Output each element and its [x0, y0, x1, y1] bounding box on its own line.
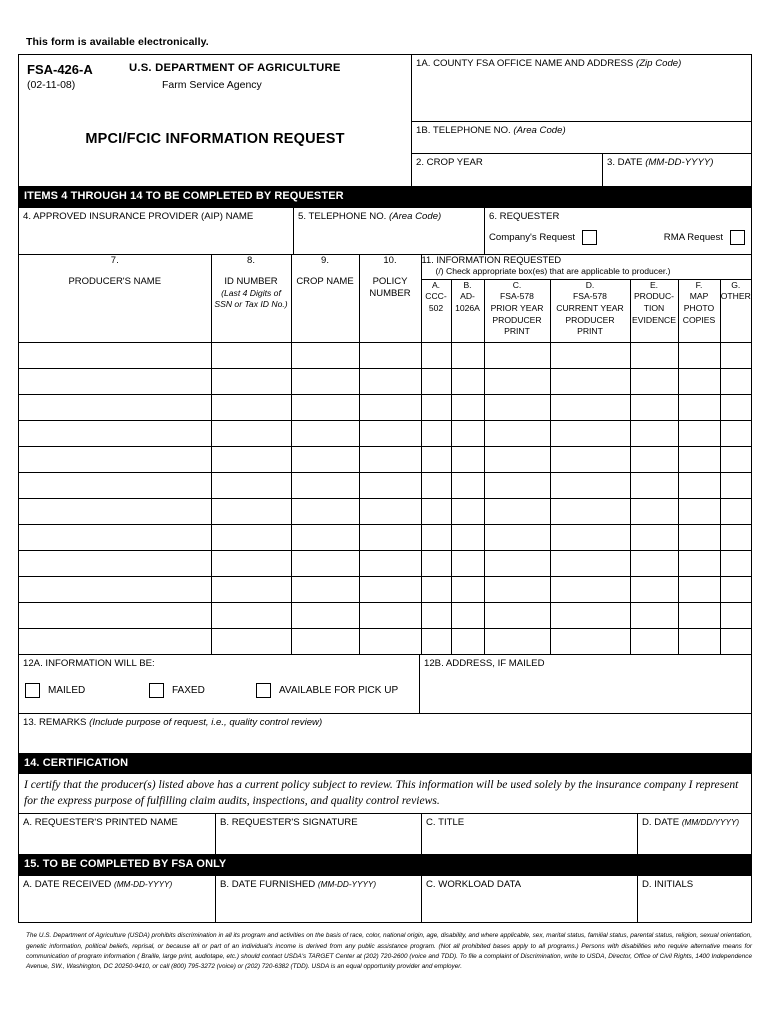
band-item-15: 15. TO BE COMPLETED BY FSA ONLY — [19, 854, 751, 875]
table-cell[interactable] — [630, 524, 678, 550]
agency-name: Farm Service Agency — [162, 79, 262, 91]
table-cell[interactable] — [550, 602, 630, 628]
hint-5: (Area Code) — [389, 210, 442, 222]
table-cell[interactable] — [211, 576, 291, 602]
table-cell[interactable] — [421, 550, 451, 576]
table-cell[interactable] — [484, 472, 550, 498]
option-rma-request[interactable] — [664, 230, 745, 245]
label-3: 3. DATE — [607, 157, 643, 168]
table-cell[interactable] — [678, 472, 720, 498]
label-faxed: FAXED — [172, 684, 205, 696]
sub-col-f-line-2: PHOTO — [683, 302, 715, 313]
table-cell[interactable] — [19, 576, 211, 602]
table-cell[interactable] — [484, 602, 550, 628]
sub-col-d-line-2: CURRENT YEAR — [556, 302, 624, 313]
form-body — [18, 54, 752, 923]
table-cell[interactable] — [550, 576, 630, 602]
sub-col-f-line-3: COPIES — [682, 314, 716, 325]
table-row[interactable] — [19, 446, 751, 472]
table-row[interactable] — [19, 628, 751, 654]
sub-col-c-letter: C. — [512, 279, 522, 290]
table-row[interactable] — [19, 342, 751, 368]
table-cell[interactable] — [291, 368, 359, 394]
field-15b-date-furnished[interactable] — [215, 876, 421, 922]
table-cell[interactable] — [550, 394, 630, 420]
table-cell[interactable] — [451, 628, 484, 654]
producers-table-body — [19, 342, 751, 654]
form-title: MPCI/FCIC INFORMATION REQUEST — [85, 131, 345, 147]
field-6-requester — [484, 208, 751, 254]
table-cell[interactable] — [678, 446, 720, 472]
table-cell[interactable] — [211, 472, 291, 498]
table-cell[interactable] — [451, 446, 484, 472]
table-cell[interactable] — [550, 472, 630, 498]
col9-number: 9. — [321, 254, 329, 266]
electronic-availability-note: This form is available electronically. — [26, 36, 209, 48]
hint-1a: (Zip Code) — [636, 58, 682, 69]
sub-col-d-letter: D. — [585, 279, 595, 290]
table-cell[interactable] — [359, 394, 421, 420]
table-cell[interactable] — [678, 420, 720, 446]
field-15d-initials[interactable] — [637, 876, 751, 922]
col-header-crop-name — [291, 254, 359, 342]
table-cell[interactable] — [630, 628, 678, 654]
sub-col-b-letter: B. — [463, 279, 472, 290]
table-cell[interactable] — [291, 394, 359, 420]
hint-15a: (MM-DD-YYYY) — [114, 880, 173, 890]
table-cell[interactable] — [421, 524, 451, 550]
table-cell[interactable] — [550, 524, 630, 550]
field-3-date[interactable] — [602, 154, 751, 186]
table-cell[interactable] — [211, 602, 291, 628]
table-row[interactable] — [19, 472, 751, 498]
label-12b: 12B. ADDRESS, IF MAILED — [424, 657, 545, 669]
field-1a-county-office[interactable] — [412, 55, 751, 122]
item11-instruction: (/) Check appropriate box(es) that are applicable to producer.) — [435, 266, 671, 277]
table-cell[interactable] — [678, 524, 720, 550]
table-cell[interactable] — [678, 602, 720, 628]
table-cell[interactable] — [291, 576, 359, 602]
table-cell[interactable] — [211, 342, 291, 368]
label-15a: A. DATE RECEIVED — [23, 879, 112, 891]
col-header-a-ccc-502 — [421, 279, 451, 342]
sub-col-b-line-2: 1026A — [455, 302, 480, 313]
table-cell[interactable] — [19, 524, 211, 550]
table-cell[interactable] — [484, 550, 550, 576]
option-mailed[interactable] — [25, 683, 149, 698]
sub-col-e-letter: E. — [649, 279, 659, 290]
table-cell[interactable] — [720, 472, 751, 498]
table-cell[interactable] — [550, 550, 630, 576]
sub-col-b-line-1: AD- — [460, 291, 475, 302]
table-cell[interactable] — [630, 368, 678, 394]
table-cell[interactable] — [720, 524, 751, 550]
table-cell[interactable] — [211, 394, 291, 420]
table-cell[interactable] — [211, 446, 291, 472]
col-header-c-fsa578-prior — [484, 279, 550, 342]
table-cell[interactable] — [720, 342, 751, 368]
table-cell[interactable] — [211, 498, 291, 524]
table-cell[interactable] — [421, 342, 451, 368]
table-row[interactable] — [19, 602, 751, 628]
table-row[interactable] — [19, 498, 751, 524]
table-header-row-1 — [19, 254, 751, 279]
table-cell[interactable] — [359, 420, 421, 446]
table-cell[interactable] — [630, 576, 678, 602]
table-cell[interactable] — [421, 368, 451, 394]
table-cell[interactable] — [451, 498, 484, 524]
label-15c: C. WORKLOAD DATA — [426, 879, 522, 891]
row-items-4-5-6 — [19, 207, 751, 254]
col7-number: 7. — [110, 254, 119, 266]
table-cell[interactable] — [359, 446, 421, 472]
table-cell[interactable] — [484, 368, 550, 394]
table-cell[interactable] — [451, 368, 484, 394]
col7-label: PRODUCER'S NAME — [68, 276, 162, 288]
table-cell[interactable] — [678, 342, 720, 368]
table-cell[interactable] — [678, 550, 720, 576]
col9-label: CROP NAME — [296, 276, 354, 288]
table-cell[interactable] — [630, 420, 678, 446]
table-row[interactable] — [19, 576, 751, 602]
sub-col-d-line-1: FSA-578 — [573, 291, 607, 302]
label-rma-request: RMA Request — [663, 231, 723, 243]
table-cell[interactable] — [484, 394, 550, 420]
table-cell[interactable] — [630, 342, 678, 368]
table-cell[interactable] — [19, 446, 211, 472]
table-cell[interactable] — [211, 524, 291, 550]
field-12a-information-will-be — [19, 655, 419, 713]
table-cell[interactable] — [359, 602, 421, 628]
table-cell[interactable] — [720, 446, 751, 472]
sub-col-f-line-1: MAP — [689, 291, 709, 302]
table-cell[interactable] — [678, 576, 720, 602]
sub-col-d-line-3: PRODUCER — [565, 314, 615, 325]
table-row[interactable] — [19, 420, 751, 446]
table-cell[interactable] — [484, 524, 550, 550]
field-1b-telephone[interactable] — [412, 122, 751, 154]
hint-14d: (MM/DD/YYYY) — [681, 818, 740, 828]
table-cell[interactable] — [720, 602, 751, 628]
table-row[interactable] — [19, 394, 751, 420]
table-cell[interactable] — [484, 420, 550, 446]
table-cell[interactable] — [291, 628, 359, 654]
table-row[interactable] — [19, 524, 751, 550]
producers-table — [19, 254, 751, 655]
col8-label: ID NUMBER — [224, 276, 278, 288]
form-revision-date: (02-11-08) — [27, 79, 76, 91]
col10-number: 10. — [383, 254, 397, 266]
table-cell[interactable] — [451, 472, 484, 498]
label-15b: B. DATE FURNISHED — [220, 879, 316, 891]
table-cell[interactable] — [678, 368, 720, 394]
col-header-d-fsa578-current — [550, 279, 630, 342]
col-header-f-map-photo-copies — [678, 279, 720, 342]
col10-label-1: POLICY — [372, 276, 408, 288]
sub-col-e-line-1: PRODUC- — [633, 291, 675, 302]
field-14c-title[interactable] — [421, 814, 637, 854]
table-cell[interactable] — [421, 472, 451, 498]
field-14a-printed-name[interactable] — [19, 814, 215, 854]
field-15a-date-received[interactable] — [19, 876, 215, 922]
field-12b-address-if-mailed[interactable] — [419, 655, 751, 713]
checkbox-companys-request[interactable] — [582, 230, 597, 245]
field-13-remarks[interactable] — [19, 713, 751, 753]
table-cell[interactable] — [19, 550, 211, 576]
checkbox-faxed[interactable] — [149, 683, 164, 698]
table-cell[interactable] — [678, 628, 720, 654]
form-number: FSA-426-A — [27, 62, 93, 77]
row-crop-year-date — [412, 154, 751, 186]
table-cell[interactable] — [19, 394, 211, 420]
table-cell[interactable] — [19, 368, 211, 394]
header-left — [19, 55, 411, 186]
table-cell[interactable] — [720, 628, 751, 654]
table-cell[interactable] — [630, 394, 678, 420]
row-item-14-fields — [19, 813, 751, 854]
table-cell[interactable] — [359, 342, 421, 368]
option-companys-request[interactable] — [489, 230, 597, 245]
table-cell[interactable] — [291, 498, 359, 524]
row-item-12 — [19, 655, 751, 713]
table-cell[interactable] — [720, 394, 751, 420]
col-header-id-number — [211, 254, 291, 342]
table-cell[interactable] — [211, 550, 291, 576]
table-cell[interactable] — [19, 342, 211, 368]
label-5: 5. TELEPHONE NO. — [298, 210, 387, 222]
table-cell[interactable] — [421, 498, 451, 524]
hint-13: (Include purpose of request, i.e., quality control review) — [89, 716, 323, 728]
department-name: U.S. DEPARTMENT OF AGRICULTURE — [129, 62, 341, 74]
table-cell[interactable] — [451, 394, 484, 420]
table-cell[interactable] — [630, 550, 678, 576]
sub-col-g-letter: G. — [731, 279, 741, 290]
certification-statement: I certify that the producer(s) listed above has a current policy subject to review. This information will be used solely by the insurance company I represent for the express purpose of fulfilling claim audits, inspections, and quality control reviews. — [24, 777, 739, 807]
sub-col-e-line-3: EVIDENCE — [632, 314, 676, 325]
checkbox-rma-request[interactable] — [730, 230, 745, 245]
col8-number: 8. — [247, 254, 255, 266]
table-cell[interactable] — [359, 550, 421, 576]
table-cell[interactable] — [421, 420, 451, 446]
table-cell[interactable] — [421, 576, 451, 602]
sub-col-a-line-2: 502 — [428, 302, 444, 313]
table-cell[interactable] — [359, 368, 421, 394]
table-cell[interactable] — [359, 576, 421, 602]
header-right — [411, 55, 751, 186]
table-cell[interactable] — [421, 446, 451, 472]
sub-col-c-line-4: PRINT — [504, 326, 530, 337]
checkbox-available-for-pick-up[interactable] — [256, 683, 271, 698]
col-header-e-production-evidence — [630, 279, 678, 342]
col-header-policy-number — [359, 254, 421, 342]
table-cell[interactable] — [19, 420, 211, 446]
sub-col-g-line-1: OTHER — [720, 291, 751, 302]
table-cell[interactable] — [291, 524, 359, 550]
table-cell[interactable] — [720, 368, 751, 394]
table-cell[interactable] — [550, 368, 630, 394]
band-items-4-14: ITEMS 4 THROUGH 14 TO BE COMPLETED BY REQUESTER — [19, 186, 751, 207]
hint-1b: (Area Code) — [513, 125, 566, 136]
table-cell[interactable] — [451, 420, 484, 446]
nondiscrimination-statement: The U.S. Department of Agriculture (USDA) prohibits discrimination in all its program and activities on the basis of race, color, national origin, age, disability, and where applicable, sex, marital status, familial status, parental status, religion, sexual orientation, genetic information, political beliefs, reprisal, or because all or part of an individual's income is derived from any public assistance program. (Not all prohibited bases apply to all programs.) Persons with disabilities who require alternative means for communication of program information ( Braille, large print, audiotape, etc.) should contact USDA's TARGET Center at (202) 720-2600 (voice and TDD). To file a complaint of Discrimination, write to USDA, Director, Office of Civil Rights, 1400 Independence Avenue, SW., Washington, DC 20250-9410, or call (800) 795-3272 (voice) or (202) 720-6382 (TDD). USDA is an equal opportunity provider and employer. — [26, 932, 752, 971]
table-cell[interactable] — [550, 420, 630, 446]
table-cell[interactable] — [451, 576, 484, 602]
band-item-14: 14. CERTIFICATION — [19, 753, 751, 774]
table-row[interactable] — [19, 368, 751, 394]
table-cell[interactable] — [484, 446, 550, 472]
col10-label-2: NUMBER — [369, 288, 411, 300]
label-companys-request: Company's Request — [489, 231, 576, 243]
table-cell[interactable] — [550, 446, 630, 472]
table-cell[interactable] — [484, 576, 550, 602]
sub-col-f-letter: F. — [695, 279, 703, 290]
table-cell[interactable] — [550, 628, 630, 654]
table-cell[interactable] — [291, 342, 359, 368]
label-4: 4. APPROVED INSURANCE PROVIDER (AIP) NAME — [23, 210, 254, 222]
table-cell[interactable] — [291, 602, 359, 628]
table-cell[interactable] — [19, 628, 211, 654]
sub-col-a-line-1: CCC- — [425, 291, 447, 302]
field-14b-signature[interactable] — [215, 814, 421, 854]
table-cell[interactable] — [291, 472, 359, 498]
field-14d-date[interactable] — [637, 814, 751, 854]
label-13: 13. REMARKS — [23, 716, 87, 728]
table-cell[interactable] — [359, 472, 421, 498]
col-header-producers-name — [19, 254, 211, 342]
table-cell[interactable] — [421, 628, 451, 654]
label-14d: D. DATE — [642, 817, 680, 829]
field-15c-workload-data[interactable] — [421, 876, 637, 922]
table-cell[interactable] — [211, 420, 291, 446]
table-cell[interactable] — [359, 524, 421, 550]
row-item-15-fields — [19, 875, 751, 923]
label-1a: 1A. COUNTY FSA OFFICE NAME AND ADDRESS — [416, 58, 634, 69]
label-14b: B. REQUESTER'S SIGNATURE — [220, 817, 358, 829]
field-4-aip-name[interactable] — [19, 208, 293, 254]
table-cell[interactable] — [421, 394, 451, 420]
table-cell[interactable] — [550, 342, 630, 368]
header-block — [19, 55, 751, 186]
table-cell[interactable] — [720, 498, 751, 524]
table-cell[interactable] — [291, 550, 359, 576]
table-cell[interactable] — [451, 342, 484, 368]
table-cell[interactable] — [630, 498, 678, 524]
table-cell[interactable] — [678, 498, 720, 524]
sub-col-a-letter: A. — [431, 279, 441, 290]
table-row[interactable] — [19, 550, 751, 576]
table-cell[interactable] — [484, 628, 550, 654]
table-cell[interactable] — [630, 602, 678, 628]
field-5-telephone[interactable] — [293, 208, 484, 254]
label-14a: A. REQUESTER'S PRINTED NAME — [23, 817, 178, 829]
table-cell[interactable] — [19, 472, 211, 498]
col-header-g-other — [720, 279, 751, 342]
col-header-information-requested — [421, 254, 751, 279]
sub-col-c-line-1: FSA-578 — [500, 291, 534, 302]
label-2: 2. CROP YEAR — [416, 157, 483, 168]
table-cell[interactable] — [291, 446, 359, 472]
table-cell[interactable] — [19, 602, 211, 628]
table-cell[interactable] — [550, 498, 630, 524]
table-cell[interactable] — [720, 420, 751, 446]
col-header-b-ad-1026a — [451, 279, 484, 342]
sub-col-d-line-4: PRINT — [577, 326, 603, 337]
checkbox-mailed[interactable] — [25, 683, 40, 698]
table-cell[interactable] — [211, 368, 291, 394]
table-cell[interactable] — [421, 602, 451, 628]
table-cell[interactable] — [720, 576, 751, 602]
table-cell[interactable] — [291, 420, 359, 446]
table-cell[interactable] — [484, 342, 550, 368]
table-cell[interactable] — [359, 628, 421, 654]
label-15d: D. INITIALS — [642, 879, 694, 891]
table-cell[interactable] — [630, 472, 678, 498]
hint-15b: (MM-DD-YYYY) — [317, 880, 377, 890]
col8-sub2: SSN or Tax ID No.) — [214, 298, 288, 309]
table-cell[interactable] — [451, 602, 484, 628]
table-cell[interactable] — [630, 446, 678, 472]
sub-col-c-line-3: PRODUCER — [492, 314, 542, 325]
hint-3: (MM-DD-YYYY) — [645, 157, 714, 168]
option-available-for-pick-up[interactable] — [256, 683, 398, 698]
sub-col-e-line-2: TION — [643, 302, 665, 313]
item11-title: 11. INFORMATION REQUESTED — [421, 254, 562, 265]
option-faxed[interactable] — [149, 683, 256, 698]
table-cell[interactable] — [451, 524, 484, 550]
label-6: 6. REQUESTER — [489, 210, 560, 222]
table-cell[interactable] — [359, 498, 421, 524]
label-12a: 12A. INFORMATION WILL BE: — [23, 657, 155, 669]
label-available-for-pick-up: AVAILABLE FOR PICK UP — [279, 684, 399, 696]
table-cell[interactable] — [451, 550, 484, 576]
field-2-crop-year[interactable] — [412, 154, 602, 186]
table-cell[interactable] — [19, 498, 211, 524]
table-cell[interactable] — [484, 498, 550, 524]
label-1b: 1B. TELEPHONE NO. — [416, 125, 511, 136]
label-mailed: MAILED — [48, 684, 86, 696]
table-cell[interactable] — [720, 550, 751, 576]
table-cell[interactable] — [678, 394, 720, 420]
sub-col-c-line-2: PRIOR YEAR — [490, 302, 544, 313]
label-14c: C. TITLE — [426, 817, 465, 829]
table-cell[interactable] — [211, 628, 291, 654]
col8-sub1: (Last 4 Digits of — [221, 288, 281, 299]
